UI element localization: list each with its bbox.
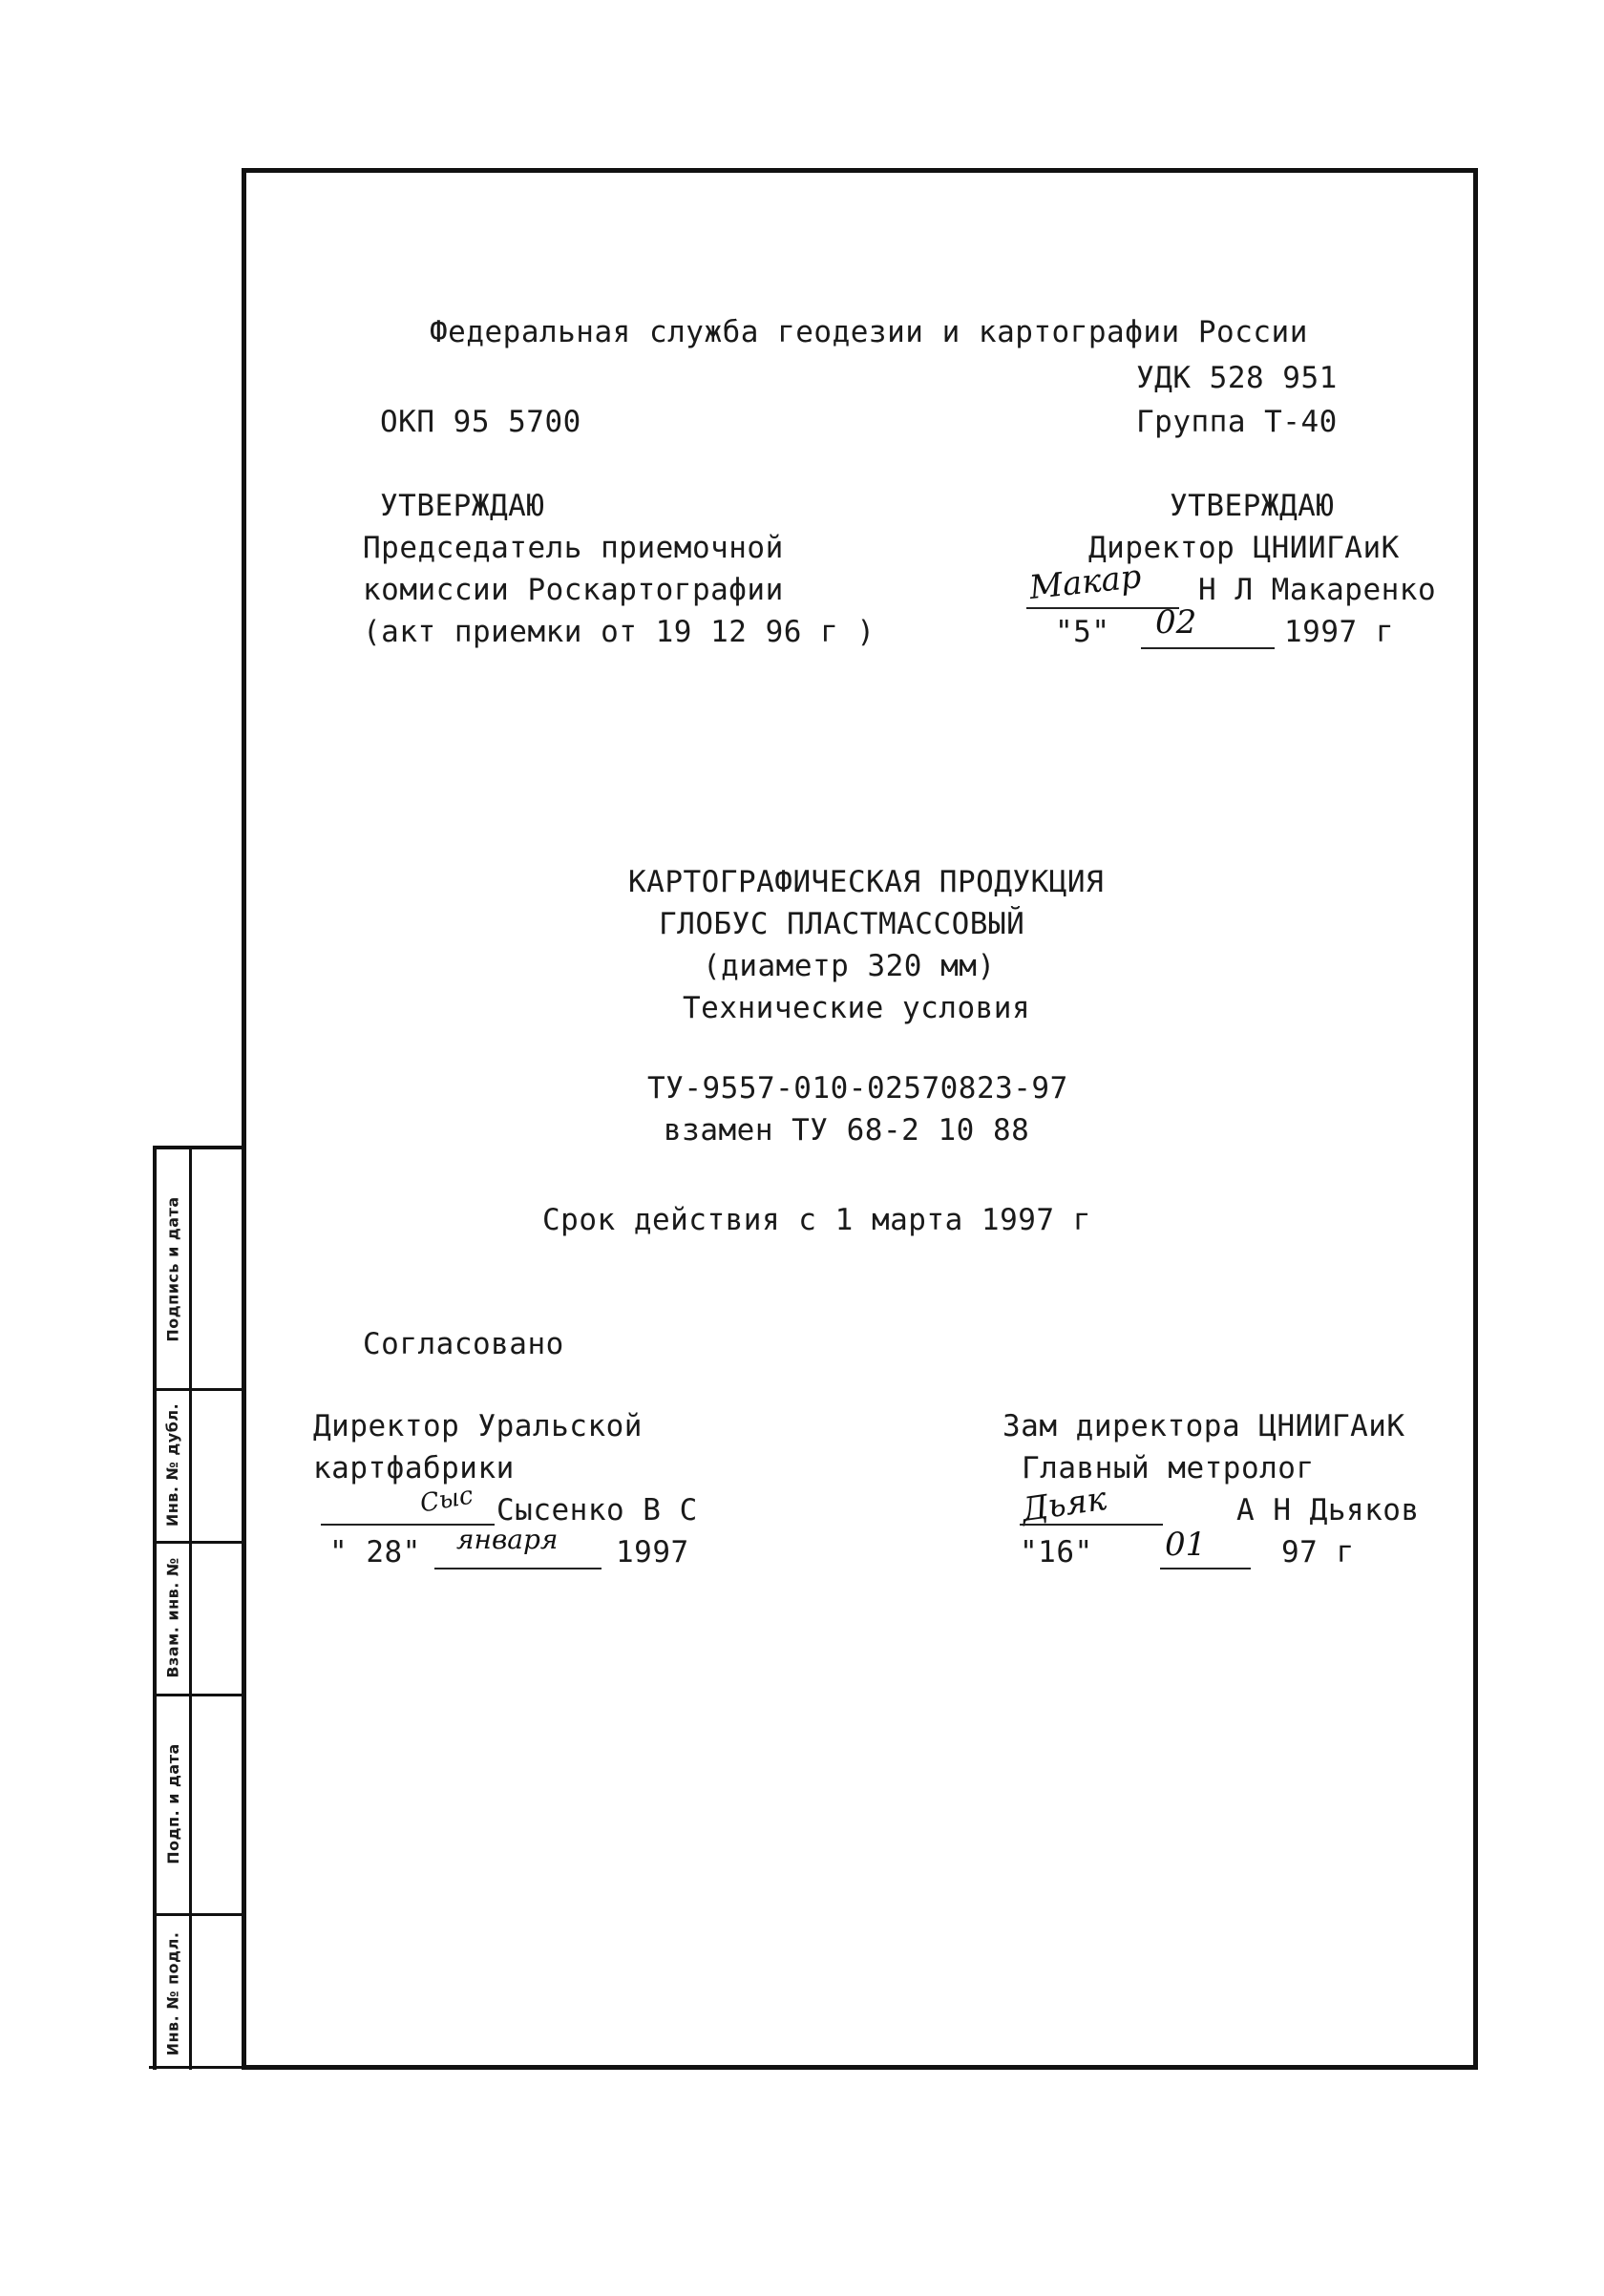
agree-right-name: А Н Дьяков	[1236, 1493, 1420, 1527]
replaces-tu: взамен ТУ 68-2 10 88	[664, 1113, 1030, 1148]
stamp-label-inv-podl: Инв. № подл.	[163, 1931, 182, 2055]
agree-right-line2: Главный метролог	[1022, 1451, 1315, 1485]
approve-right-title: УТВЕРЖДАЮ	[1170, 489, 1335, 523]
approve-right-date-month: 02	[1155, 603, 1197, 642]
main-line1: КАРТОГРАФИЧЕСКАЯ ПРОДУКЦИЯ	[628, 865, 1105, 899]
main-line2: ГЛОБУС ПЛАСТМАССОВЫЙ	[659, 907, 1025, 941]
agree-left-date-line	[434, 1568, 602, 1569]
agree-right-date-day: "16"	[1020, 1535, 1093, 1569]
agree-left-date-year: 1997	[616, 1535, 689, 1569]
approve-left-title: УТВЕРЖДАЮ	[380, 489, 545, 523]
group-code: Группа Т-40	[1136, 405, 1338, 439]
stamp-label-vzam-inv: Взам. инв. №	[163, 1556, 182, 1678]
agree-left-name: Сысенко В С	[496, 1493, 698, 1527]
agree-right-signature: Дьяк	[1019, 1480, 1109, 1529]
stamp-label-podp-data: Подп. и дата	[163, 1742, 182, 1864]
approve-left-line2: комиссии Роскартографии	[363, 573, 784, 607]
approve-right-line1: Директор ЦНИИГАиК	[1088, 531, 1400, 565]
agree-left-date-day: " 28"	[329, 1535, 421, 1569]
approve-right-name: Н Л Макаренко	[1198, 573, 1437, 607]
approve-right-date-line	[1141, 647, 1275, 649]
main-line4: Технические условия	[683, 991, 1031, 1025]
approve-left-line3: (акт приемки от 19 12 96 г )	[363, 615, 876, 649]
stamp-label-inv-dubl: Инв. № дубл.	[163, 1402, 182, 1527]
agreed-label: Согласовано	[363, 1327, 564, 1361]
side-stamp	[153, 1146, 242, 2070]
validity-period: Срок действия с 1 марта 1997 г	[542, 1203, 1091, 1237]
agree-right-line1: Зам директора ЦНИИГАиК	[1002, 1409, 1405, 1443]
stamp-label-signature-date: Подпись и дата	[163, 1195, 182, 1342]
stamp-column-divider	[189, 1149, 192, 2070]
agree-right-signature-line	[1020, 1524, 1163, 1526]
udk-code: УДК 528 951	[1136, 361, 1338, 395]
approve-right-date-year: 1997 г	[1284, 615, 1394, 649]
approve-right-date-day: "5"	[1055, 615, 1110, 649]
main-line3: (диаметр 320 мм)	[703, 949, 996, 983]
agree-left-signature: Сыс	[417, 1481, 475, 1519]
agency-name: Федеральная служба геодезии и картографии России	[430, 315, 1308, 349]
okp-code: ОКП 95 5700	[380, 405, 581, 439]
stamp-bottom-line	[149, 2066, 244, 2069]
agree-left-date-month: января	[456, 1524, 559, 1555]
agree-right-date-line	[1160, 1568, 1251, 1569]
agree-left-line1: Директор Уральской	[313, 1409, 643, 1443]
tu-number: ТУ-9557-010-02570823-97	[647, 1071, 1068, 1106]
agree-right-date-month: 01	[1165, 1526, 1207, 1564]
approve-right-signature: Макар	[1027, 557, 1144, 608]
agree-right-date-year: 97 г	[1281, 1535, 1355, 1569]
approve-left-line1: Председатель приемочной	[363, 531, 784, 565]
agree-left-line2: картфабрики	[313, 1451, 515, 1485]
